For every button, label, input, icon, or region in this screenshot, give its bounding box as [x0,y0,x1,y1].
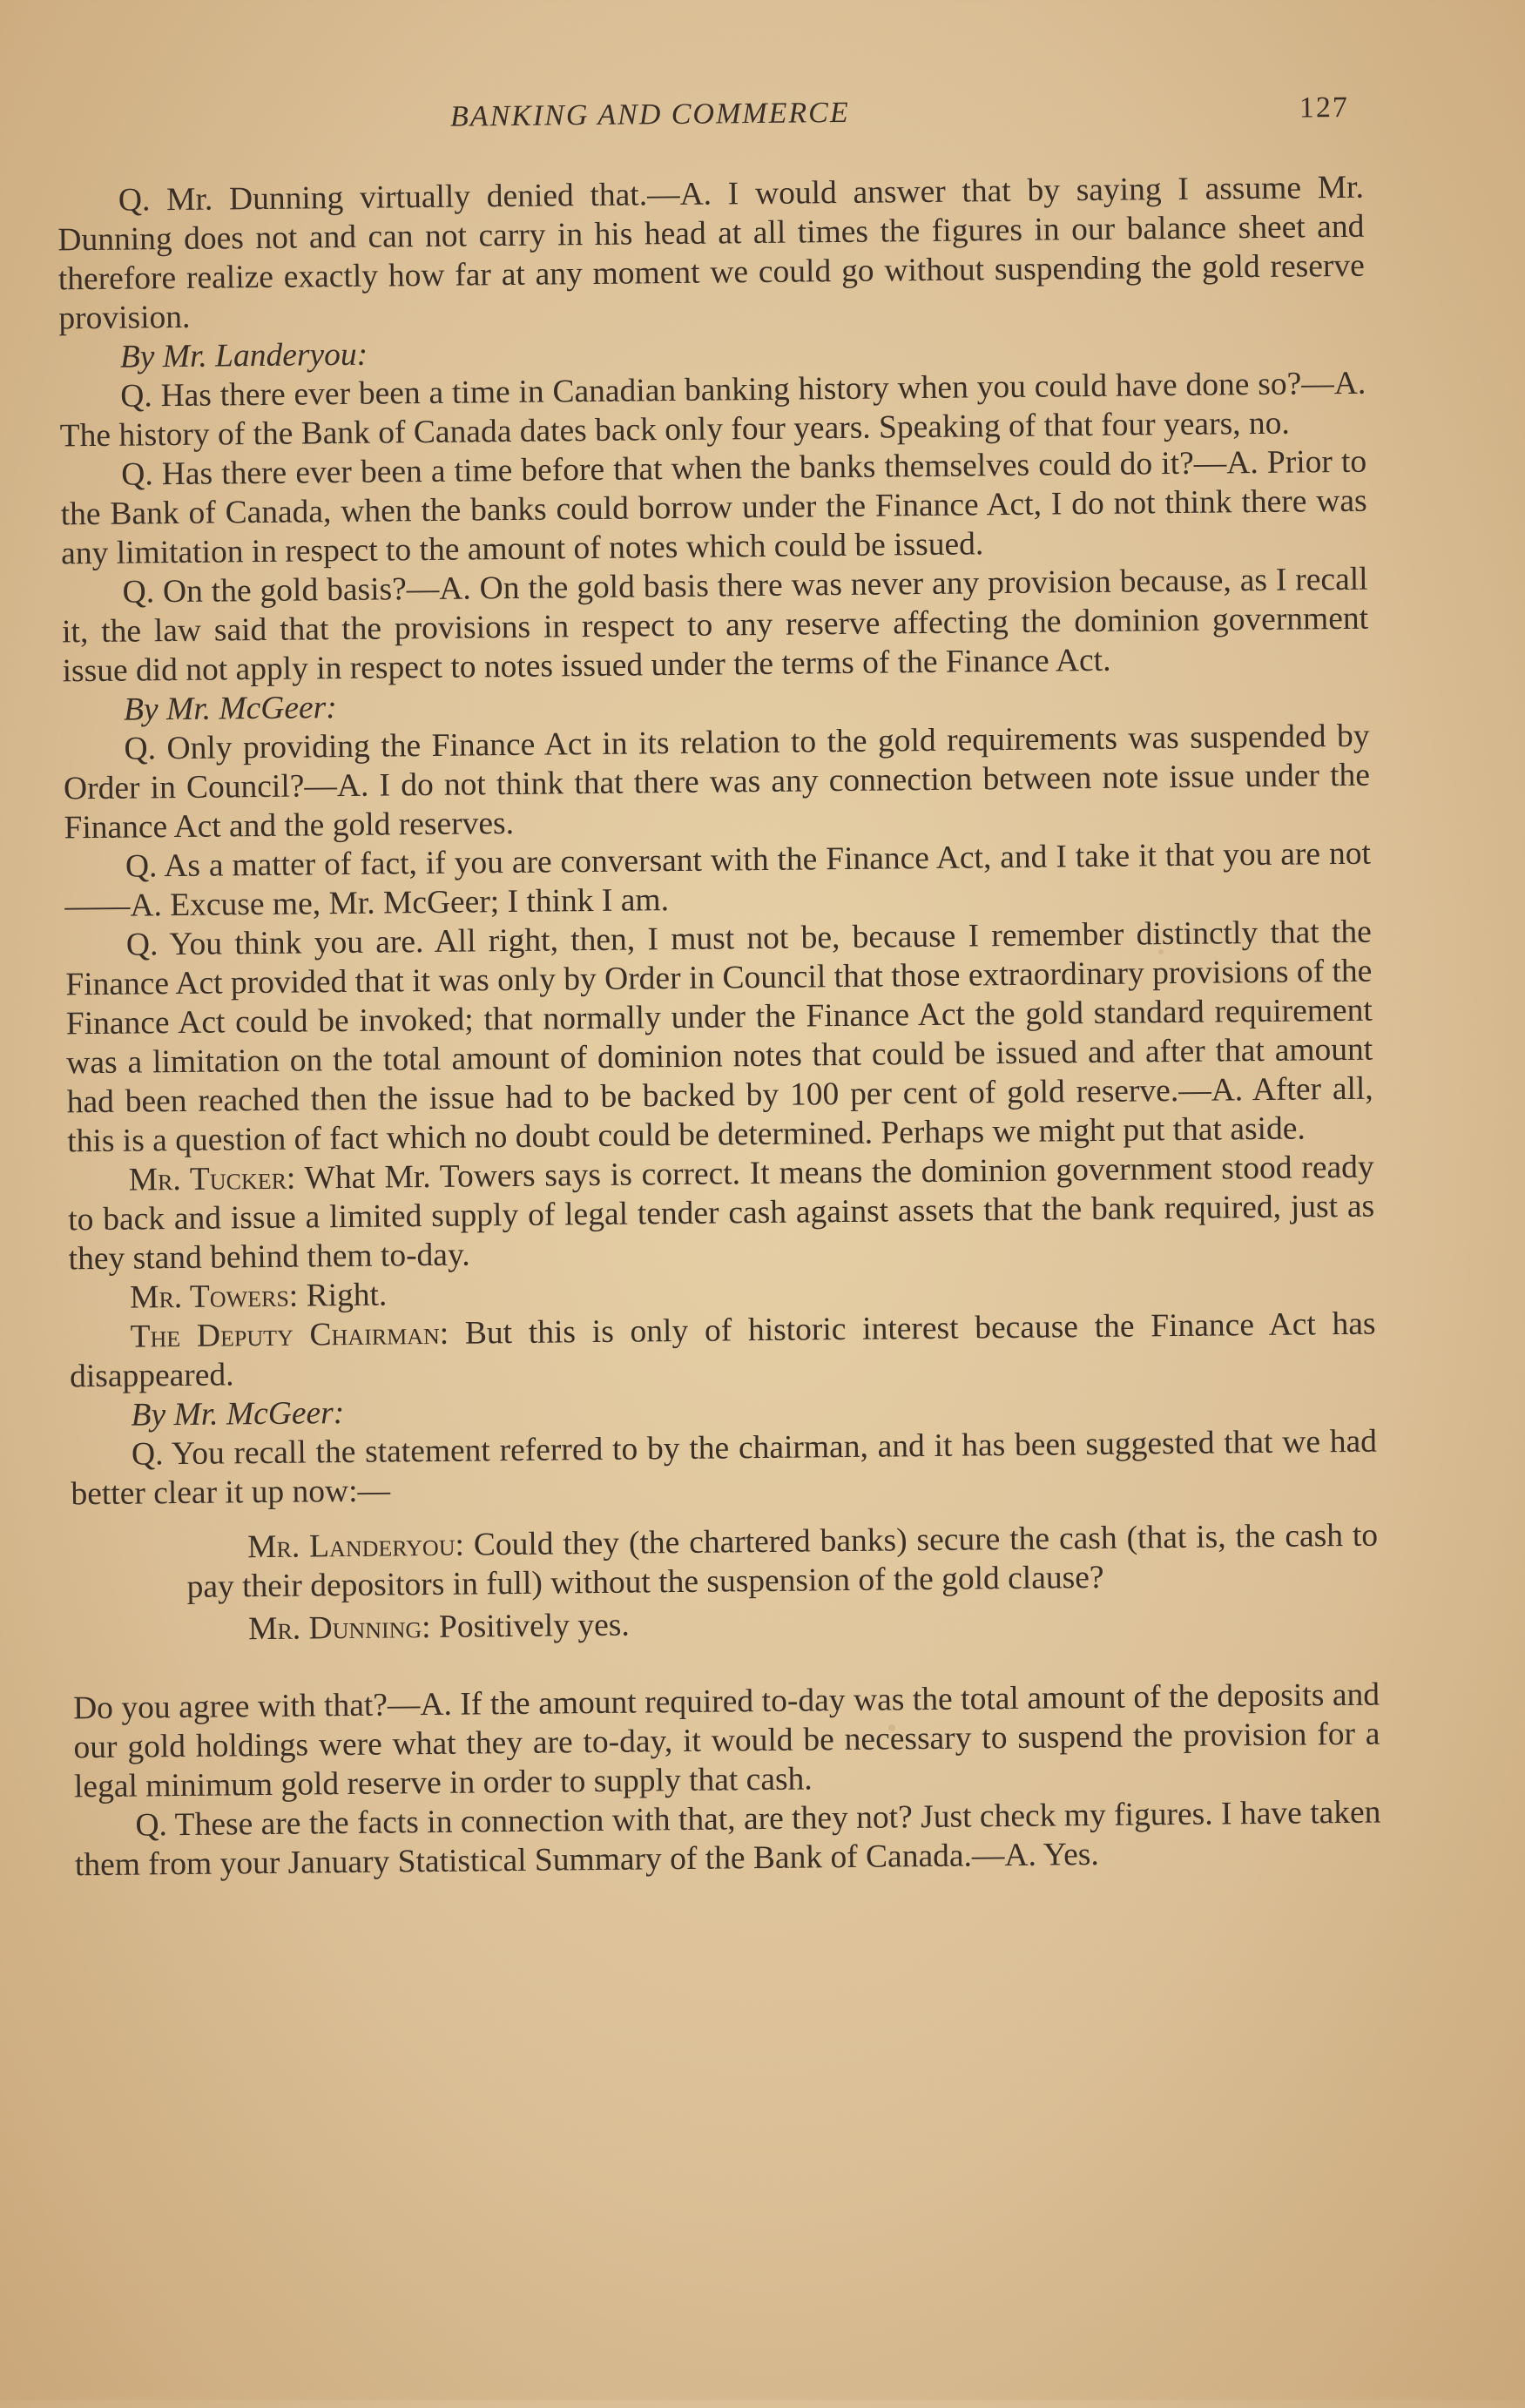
paragraph: Q. Has there ever been a time before that when the banks themselves could do it?—A. Prior to the Bank of Canada, when the banks could borrow under the Finance Act, I do not think there was any limitation in respect to the amount of notes which could be issued. [60,443,1367,572]
speech-text: : Right. [288,1277,388,1314]
paragraph: Do you agree with that?—A. If the amount required to-day was the total amount of the deposits and our gold holdings were what they are to-day, it would be necessary to suspend the provision for a legal minimum gold reserve in order to supply that cash. [72,1676,1380,1805]
speaker-name: Mr. Landeryou [246,1527,455,1566]
speech-text: : Could they (the chartered banks) secure the cash (that is, the cash to pay their depositors in full) without the suspension of the gold clause? [186,1517,1379,1605]
paragraph: Q. As a matter of fact, if you are conversant with the Finance Act, and I take it that you are not——A. Excuse me, Mr. McGeer; I think I am. [64,835,1372,925]
speech-paragraph [69,1305,1376,1397]
section-heading: By Mr. McGeer: [131,1395,345,1433]
paper-speck [1158,949,1164,954]
section-heading: By Mr. Landeryou: [119,336,368,375]
paragraph: Q. On the gold basis?—A. On the gold basis there was never any provision because, as I recall it, the law said that the provisions in respect to any reserve affecting the dominion government issue did not apply in respect to notes issued under the terms of the Finance Act. [61,561,1369,690]
speaker-name: Mr. Towers [129,1278,290,1316]
paragraph: Q. Has there ever been a time in Canadian banking history when you could have done so?—A. The history of the Bank of Canada dates back only four years. Speaking of that four years, no. [59,365,1366,455]
section-heading: By Mr. McGeer: [123,690,337,728]
page-body [57,168,1381,1885]
paragraph: Q. Only providing the Finance Act in its relation to the gold requirements was suspended by Order in Council?—A. I do not think that there was any connection between note issue under the Finance Act and the gold reserves. [63,718,1371,847]
speaker-name: Mr. Dunning [247,1609,422,1648]
paragraph: Q. Mr. Dunning virtually denied that.—A. I would answer that by saying I assume Mr. Dunning does not and can not carry in his head at all times the figures in our balance sheet and therefore realize exactly how far at any moment we could go without suspending the gold reserve provision. [57,169,1366,337]
speech-text: : Positively yes. [421,1607,630,1646]
running-title: BANKING AND COMMERCE [449,96,850,133]
speech-paragraph [67,1148,1374,1279]
paragraph: Q. You recall the statement referred to by the chairman, and it has been suggested that we had better clear it up now:— [71,1423,1378,1513]
speech-text: : But this is only of historic interest because the Finance Act has disappeared. [69,1305,1376,1395]
page-number: 127 [1299,91,1350,125]
quoted-speech [186,1516,1379,1607]
speaker-name: The Deputy Chairman [130,1315,440,1355]
speech-text: : What Mr. Towers says is correct. It means the dominion government stood ready to back and issue a limited supply of legal tender cash against assets that the bank required, just as they stand behind them to-day. [67,1149,1375,1278]
paper-speck [888,1724,895,1731]
paragraph: Q. These are the facts in connection with that, are they not? Just check my figures. I have taken them from your January Statistical Summary of the Bank of Canada.—A. Yes. [74,1794,1381,1884]
paragraph: Q. You think you are. All right, then, I must not be, because I remember distinctly that the Finance Act provided that it was only by Order in Council that those extraordinary provisions of the Finance Act could be invoked; that normally under the Finance Act the gold standard requirement was a limitation on the total amount of dominion notes that could be issued and after that amount had been reached then the issue had to be backed by 100 per cent of gold reserve.—A. After all, this is a question of fact which no doubt could be determined. Perhaps we might put that aside. [65,914,1373,1160]
speaker-name: Mr. Tucker [128,1160,287,1198]
page-header [0,90,1514,133]
